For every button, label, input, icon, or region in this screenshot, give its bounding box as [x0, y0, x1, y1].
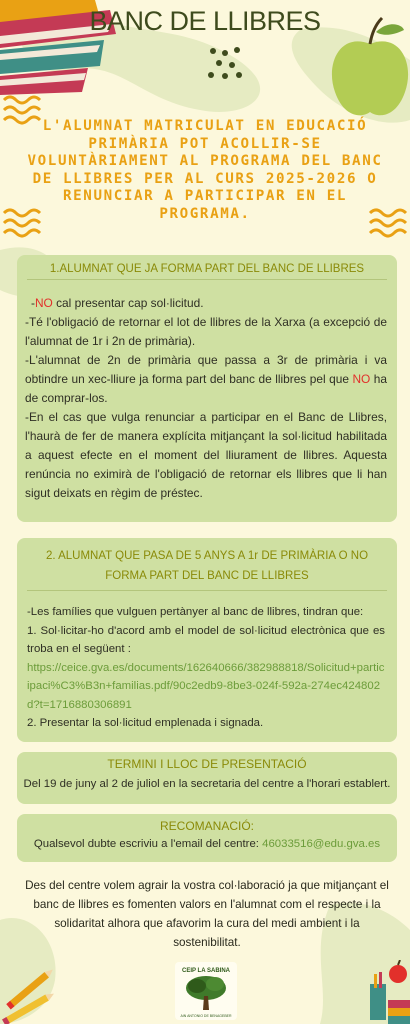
section-1-body: [25, 294, 387, 503]
tree-icon: [175, 962, 237, 1020]
logo-bottom-text: AIN ANTONIO DE BENAGEBER: [180, 1014, 232, 1018]
item3-no: NO: [352, 372, 371, 386]
dots-decoration: [205, 45, 250, 85]
item2-text: -Té l'obligació de retornar el lot de llibres de la Xarxa (a excepció de l'alumnat de 1r i 2n de primària).: [25, 315, 387, 348]
section-3-panel: [17, 752, 397, 804]
pencils-icon: [0, 960, 60, 1024]
section-4-title: RECOMANACIÓ:: [159, 819, 254, 833]
headline: L'ALUMNAT MATRICULAT EN EDUCACIÓ PRIMÀRIA POT ACOLLIR-SE VOLUNTÀRIAMENT AL PROGRAMA DEL BANC DE LLIBRES PER AL CURS 2025-2026 O RENUNCIAR A PARTICIPAR EN EL PROGRAMA.: [27, 118, 383, 222]
item1-no: NO: [34, 296, 53, 310]
section-3-text: Del 19 de juny al 2 de juliol en la secretaria del centre a l'horari establert.: [23, 778, 391, 790]
section-3-title: TERMINI I LLOC DE PRESENTACIÓ: [107, 757, 307, 771]
section-2-body: [27, 603, 385, 733]
section-4-body: [17, 835, 397, 854]
item4-text: -En el cas que vulga renunciar a participar en el Banc de Llibres, l'haurà de fer de manera explícita mitjançant la sol·licitud habilitada a aquest efecte en el moment del lliurament de llibres. Aquesta renúncia no eximirà de l'obligació de retornar els llibres que li han sigut deixats en règim de préstec.: [25, 410, 387, 500]
logo-top-text: CEIP LA SABINA: [181, 968, 231, 974]
item3-text-a: -L'alumnat de 2n de primària que passa a 3r de primària i va obtindre un xec-lliure ja forma part del banc de llibres pel que: [25, 353, 387, 386]
item1-text: cal presentar cap sol·licitud.: [52, 296, 204, 310]
section-1-panel: [17, 255, 397, 522]
section-2-step1: 1. Sol·licitar-ho d'acord amb el model de sol·licitud electrònica que es troba en el següent :: [27, 624, 385, 655]
item1-prefix: -: [31, 296, 35, 310]
section-4-panel: [17, 814, 397, 862]
school-email-link[interactable]: 46033516@edu.gva.es: [262, 838, 381, 850]
school-logo: [175, 962, 237, 1020]
application-form-link[interactable]: https://ceice.gva.es/documents/162640666/382988818/Solicitud+participaci%C3%B3n+familias.pdf/90c2edb9-8be3-024f-592a-274ec424802d?t=1716880306891: [27, 661, 385, 711]
section-1-title: 1.ALUMNAT QUE JA FORMA PART DEL BANC DE LLIBRES: [27, 263, 387, 280]
closing-message: Des del centre volem agrair la vostra col·laboració ja que mitjançant el banc de llibres es fomenten valors en l'alumnat com el respecte i la solidaritat alhora que afavorim la cura del medi ambient i la sostenibilitat.: [25, 879, 389, 949]
school-supplies-icon: [360, 960, 410, 1024]
section-2-step2: 2. Presentar la sol·licitud emplenada i signada.: [27, 717, 264, 729]
section-2-panel: [17, 538, 397, 742]
section-4-text: Qualsevol dubte escriviu a l'email del centre:: [33, 838, 263, 850]
page-title: BANC DE LLIBRES: [89, 6, 321, 36]
section-2-intro: -Les famílies que vulguen pertànyer al banc de llibres, tindran que:: [27, 606, 364, 618]
section-2-title: 2. ALUMNAT QUE PASA DE 5 ANYS A 1r DE PRIMÀRIA O NO FORMA PART DEL BANC DE LLIBRES: [27, 546, 387, 591]
item3-text-b: ha de comprar-los.: [25, 372, 387, 405]
